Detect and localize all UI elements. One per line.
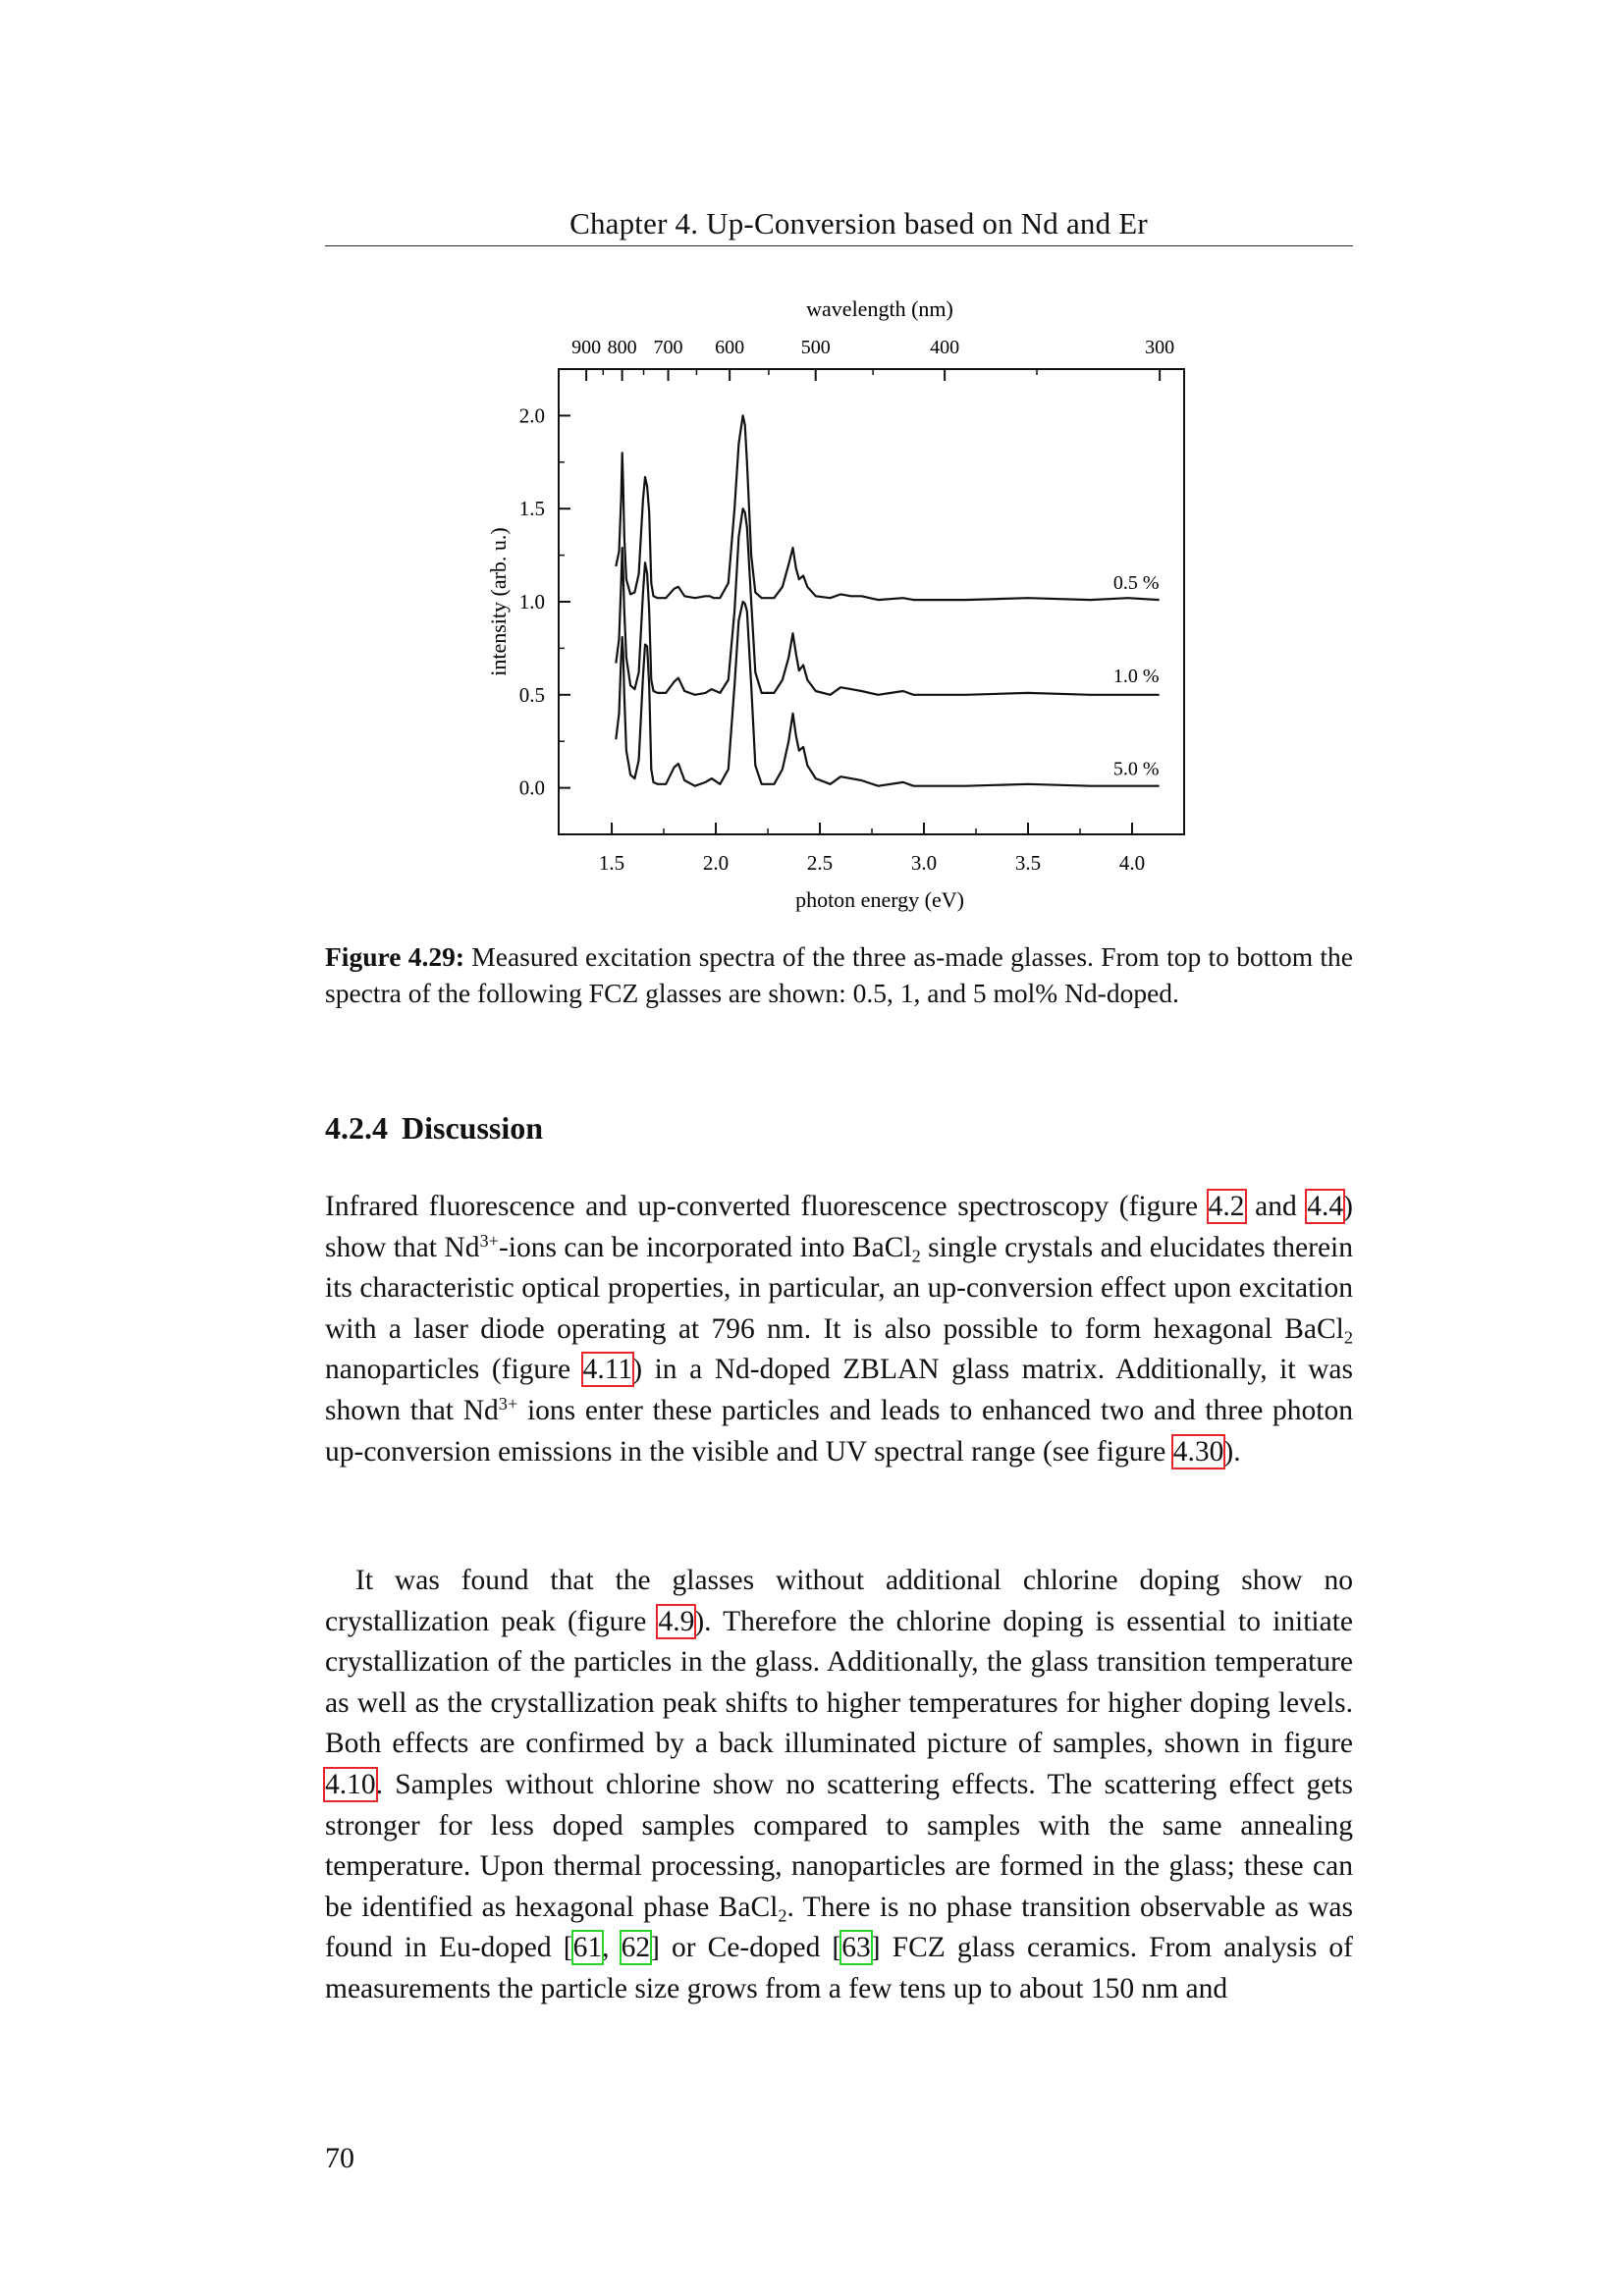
series-line-05 — [616, 415, 1159, 600]
section-title: Discussion — [402, 1110, 544, 1146]
series-group — [616, 415, 1159, 785]
y-tick-label: 1.0 — [518, 590, 545, 614]
citation-link[interactable]: 61 — [572, 1932, 603, 1964]
series-label: 5.0 % — [1112, 758, 1160, 780]
text: -ions can be incorporated into BaCl — [498, 1231, 912, 1263]
citation-link[interactable]: 63 — [841, 1932, 871, 1964]
figure-ref-link[interactable]: 4.11 — [582, 1354, 633, 1386]
text: ). — [1223, 1435, 1241, 1468]
series-label: 1.0 % — [1112, 665, 1160, 687]
paragraph-2 — [325, 1561, 1353, 2010]
subscript: 2 — [778, 1905, 787, 1926]
x-tick-label: 1.5 — [598, 851, 625, 875]
text: ions enter these particles and leads to enhanced two and three photon up-conversion emissions in the visible and UV spectral range (see figure — [325, 1394, 1353, 1468]
text: ] FCZ glass ceramics. From analysis of measurements the particle size grows from a few tens up to about 150 nm and — [325, 1932, 1354, 2004]
text: nanoparticles (figure — [325, 1354, 583, 1386]
text: single crystals and elucidates therein its characteristic optical properties, in particular, an up-conversion effect upon excitation with a laser diode operating at 796 nm. It is also possible to form hexagonal BaCl — [325, 1231, 1353, 1345]
text: Infrared fluorescence and up-converted fluorescence spectroscopy (figure — [325, 1191, 1209, 1222]
page-number: 70 — [325, 2142, 354, 2174]
text: . Samples without chlorine show no scattering effects. The scattering effect gets stronger for less doped samples compared to samples with the same annealing temperature. Upon thermal processing, nanoparticles are formed in the glass; these can be identified as hexagonal phase BaCl — [325, 1768, 1353, 1923]
x-tick-label: 3.0 — [910, 851, 938, 875]
y-tick-label: 2.0 — [518, 403, 545, 428]
superscript: 3+ — [498, 1393, 518, 1414]
text: and — [1244, 1191, 1308, 1222]
figure-ref-link[interactable]: 4.4 — [1307, 1191, 1344, 1222]
y-tick-label: 0.0 — [518, 775, 545, 800]
y-tick-label: 1.5 — [518, 497, 545, 521]
x2-tick-label: 500 — [800, 337, 831, 358]
plot-border — [559, 369, 1184, 834]
text: , — [602, 1932, 622, 1964]
x-tick-label: 2.5 — [806, 851, 834, 875]
chapter-title: Chapter 4. Up-Conversion based on Nd and Er — [569, 206, 1148, 240]
x2-tick-label: 600 — [715, 337, 745, 358]
x2-tick-label: 900 — [571, 337, 602, 358]
subscript: 2 — [1343, 1327, 1353, 1348]
figure-caption-text: Measured excitation spectra of the three as-made glasses. From top to bottom the spectra of the following FCZ glasses are shown: 0.5, 1, and 5 mol% Nd-doped. — [325, 941, 1354, 1008]
y-axis-label: intensity (arb. u.) — [486, 527, 511, 676]
paragraph-1 — [325, 1187, 1353, 1472]
x2-tick-label: 400 — [930, 337, 960, 358]
x-tick-label: 3.5 — [1014, 851, 1042, 875]
text: . There is no phase transition observable as was found in Eu-doped [ — [325, 1891, 1354, 1964]
top-axis-label: wavelength (nm) — [806, 296, 953, 321]
section-number: 4.2.4 — [325, 1110, 388, 1146]
text: ) show that Nd — [325, 1191, 1353, 1263]
figure-ref-link[interactable]: 4.2 — [1208, 1191, 1245, 1222]
figure-ref-link[interactable]: 4.30 — [1172, 1435, 1224, 1468]
text: ). Therefore the chlorine doping is essential to initiate crystallization of the particles in the glass. Additionally, the glass transition temperature as well as the crystallization peak shifts to higher temperatures for higher doping levels. Both effects are confirmed by a back illuminated picture of samples, shown in figure — [325, 1605, 1353, 1760]
figure-caption — [325, 938, 1353, 1011]
series-label: 0.5 % — [1112, 572, 1160, 594]
bottom-axis-ticks — [599, 823, 1145, 875]
top-axis-ticks — [571, 337, 1174, 381]
x2-tick-label: 700 — [653, 337, 683, 358]
x-tick-label: 4.0 — [1118, 851, 1146, 875]
y-tick-label: 0.5 — [518, 682, 545, 707]
series-line-10 — [616, 508, 1159, 695]
plot-frame — [559, 369, 1184, 834]
superscript: 3+ — [479, 1230, 499, 1251]
text: It was found that the glasses without additional chlorine doping show no crystallization peak (figure — [325, 1565, 1353, 1637]
x2-tick-label: 800 — [607, 337, 637, 358]
excitation-spectra-chart — [0, 0, 1624, 923]
figure-label: Figure 4.29: — [325, 941, 464, 972]
citation-link[interactable]: 62 — [621, 1932, 651, 1964]
text: ] or Ce-doped [ — [650, 1932, 842, 1964]
figure-ref-link[interactable]: 4.9 — [658, 1605, 695, 1637]
subscript: 2 — [911, 1246, 921, 1266]
x-tick-label: 2.0 — [702, 851, 730, 875]
x-axis-label: photon energy (eV) — [795, 887, 964, 912]
x2-tick-label: 300 — [1145, 337, 1175, 358]
text: ) in a Nd-doped ZBLAN glass matrix. Additionally, it was shown that Nd — [325, 1354, 1353, 1426]
figure-ref-link[interactable]: 4.10 — [325, 1768, 376, 1800]
left-axis-ticks — [519, 403, 570, 799]
section-heading — [325, 1110, 543, 1147]
